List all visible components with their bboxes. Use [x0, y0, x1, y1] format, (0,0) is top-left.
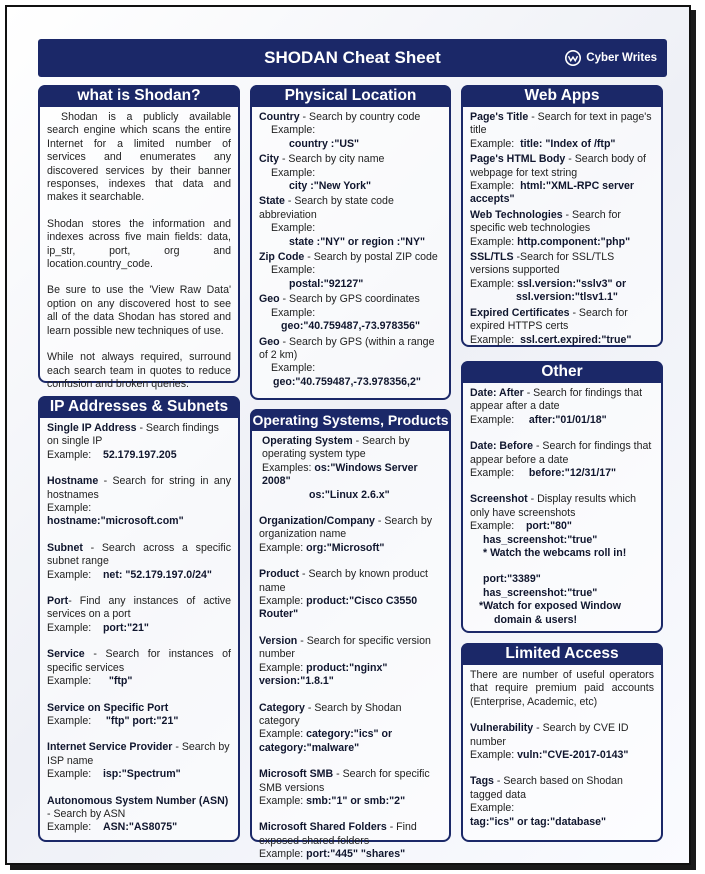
- card-limited-access: [461, 643, 663, 842]
- operator-name: Expired Certificates: [470, 306, 570, 319]
- example-value: state :"NY" or region :"NY": [289, 235, 426, 248]
- operator-description: - Search for text in page's title: [470, 111, 652, 137]
- brand-name: Cyber Writes: [586, 52, 657, 64]
- list-item: [259, 702, 442, 756]
- operator-name: Screenshot: [470, 493, 528, 506]
- list-item: [259, 821, 442, 861]
- example-value: os:"Linux 2.6.x": [309, 488, 390, 501]
- list-item: [470, 153, 654, 207]
- example-value: has_screenshot:"true": [483, 533, 598, 546]
- example-label: Example:: [470, 235, 515, 248]
- operator-description: - Search for expired HTTPS certs: [470, 306, 628, 333]
- example-value: net: "52.179.197.0/24": [102, 568, 212, 581]
- operator-description: -Search for SSL/TLS versions supported: [470, 251, 615, 277]
- paragraph: Shodan stores the information and indexes across five main fields: data, ip_str, port, org and location.country_code.: [47, 217, 231, 271]
- example-label: Example:: [47, 568, 92, 581]
- example-label: Examples:: [262, 461, 312, 474]
- card-body: [470, 387, 654, 627]
- operator-description: - Search for string in any hostnames: [47, 475, 231, 501]
- operator-name: Vulnerability: [470, 722, 534, 735]
- card-body: [259, 435, 442, 861]
- operator-name: Date: After: [470, 387, 524, 399]
- example-label: Example:: [47, 448, 92, 461]
- operator-name: Single IP Address: [47, 422, 137, 434]
- list-item: [470, 251, 654, 305]
- operator-name: Port: [47, 595, 69, 608]
- list-item: [47, 422, 231, 462]
- list-item: [47, 795, 231, 835]
- example-value: ssl.cert.expired:"true": [520, 333, 632, 346]
- title-banner: [38, 39, 667, 77]
- example-label: Example:: [271, 362, 316, 375]
- card-body: [470, 669, 654, 836]
- list-item: [47, 648, 231, 688]
- list-item: [259, 293, 442, 333]
- brand-logo: [564, 49, 657, 67]
- example-value: "ftp": [108, 675, 133, 688]
- list-item: [259, 768, 442, 808]
- example-value: ssl.version:"sslv3" or: [517, 277, 627, 290]
- list-item: [47, 702, 231, 729]
- example-value: has_screenshot:"true": [483, 586, 598, 599]
- list-item: [470, 722, 654, 762]
- example-value: ASN:"AS8075": [102, 821, 178, 834]
- card-physical-location: [250, 85, 451, 400]
- operator-name: Zip Code: [259, 251, 305, 264]
- example-label: Example:: [271, 124, 316, 137]
- operator-name: Microsoft SMB: [259, 768, 334, 781]
- example-value: geo:"40.759487,-73.978356": [281, 320, 421, 333]
- example-note: domain & users!: [494, 613, 578, 626]
- example-value: org:"Microsoft": [306, 541, 385, 554]
- card-web-apps: [461, 85, 663, 347]
- operator-description: - Search by Shodan category: [259, 701, 402, 727]
- paragraph: There are number of useful operators that require premium paid accounts (Enterprise, Academic, etc): [470, 669, 654, 708]
- list-item: [259, 336, 442, 390]
- example-label: Example:: [470, 137, 515, 150]
- operator-name: Autonomous System Number (ASN): [47, 794, 229, 807]
- example-value: ssl.version:"tlsv1.1": [516, 291, 618, 304]
- operator-name: Hostname: [47, 475, 99, 488]
- operator-name: SSL/TLS: [470, 251, 514, 264]
- operator-name: Version: [259, 634, 298, 647]
- operator-description: - Search by CVE ID number: [470, 722, 629, 748]
- card-heading: Web Apps: [461, 85, 663, 107]
- example-value: city :"New York": [289, 180, 372, 193]
- example-label: Example:: [259, 794, 304, 807]
- operator-name: Service: [47, 648, 85, 661]
- example-value: title: "Index of /ftp": [520, 137, 616, 150]
- example-label: Example:: [47, 502, 92, 515]
- list-item: [470, 307, 654, 347]
- operator-description: - Search across a specific subnet range: [47, 541, 231, 568]
- card-operating-systems: [250, 409, 451, 861]
- paragraph: While not always required, surround each search team in quotes to reduce confusion and broken queries.: [47, 351, 231, 390]
- example-value: product:"nginx" version:"1.8.1": [259, 661, 388, 688]
- example-label: Example:: [470, 749, 515, 762]
- example-label: Example:: [259, 728, 304, 741]
- list-item: [259, 111, 442, 151]
- example-label: Example:: [470, 277, 515, 290]
- operator-name: Organization/Company: [259, 515, 375, 528]
- list-item: [259, 435, 442, 502]
- example-value: smb:"1" or smb:"2": [306, 794, 406, 807]
- operator-name: Microsoft Shared Folders: [259, 821, 387, 834]
- example-value: postal:"92127": [289, 277, 364, 290]
- operator-description: - Search by city name: [279, 153, 385, 166]
- operator-description: - Display results which only have screenshots: [470, 493, 637, 519]
- example-label: Example:: [470, 333, 515, 346]
- example-value: geo:"40.759487,-73.978356,2": [273, 375, 421, 388]
- operator-name: Service on Specific Port: [47, 701, 169, 714]
- card-body: [47, 111, 231, 390]
- card-heading: Operating Systems, Products: [250, 409, 451, 431]
- operator-name: Country: [259, 111, 300, 123]
- operator-name: Page's HTML Body: [470, 153, 566, 166]
- operator-name: Page's Title: [470, 111, 529, 123]
- operator-name: Geo: [259, 293, 280, 306]
- example-note: * Watch the webcams roll in!: [483, 547, 627, 560]
- card-body: [259, 111, 442, 394]
- example-value: tag:"ics" or tag:"database": [470, 815, 607, 828]
- operator-description: - Find exposed shared folders: [259, 821, 417, 847]
- list-item: [470, 387, 654, 427]
- example-value: hostname:"microsoft.com": [47, 515, 184, 528]
- card-heading: IP Addresses & Subnets: [38, 396, 240, 418]
- example-label: Example:: [47, 714, 92, 727]
- card-body: [470, 111, 654, 346]
- operator-name: City: [259, 153, 280, 166]
- card-heading: Other: [461, 361, 663, 383]
- example-label: Example:: [47, 621, 92, 634]
- operator-description: - Search by GPS coordinates: [279, 293, 420, 306]
- example-label: Example:: [259, 848, 304, 861]
- list-item: [47, 542, 231, 582]
- list-item: [470, 440, 654, 480]
- operator-description: - Search for instances of specific services: [47, 648, 231, 674]
- operator-description: - Search findings on single IP: [47, 422, 219, 448]
- example-label: Example:: [470, 802, 515, 815]
- list-item: [259, 153, 442, 193]
- example-label: Example:: [470, 180, 515, 193]
- operator-description: - Search for specific SMB versions: [259, 768, 430, 794]
- example-value: port:"21": [102, 621, 149, 634]
- example-label: Example:: [47, 768, 92, 781]
- card-heading: Physical Location: [250, 85, 451, 107]
- operator-description: - Search by operating system type: [262, 435, 410, 461]
- example-label: Example:: [259, 661, 304, 674]
- example-value: http.component:"php": [517, 235, 631, 248]
- card-other: [461, 361, 663, 633]
- example-label: Example:: [470, 520, 515, 533]
- list-item: [259, 635, 442, 689]
- operator-description: - Search by organization name: [259, 515, 433, 541]
- list-item: [259, 568, 442, 622]
- list-item: [259, 195, 442, 249]
- example-value: 52.179.197.205: [102, 448, 177, 461]
- example-label: Example:: [271, 166, 316, 179]
- operator-name: Operating System: [262, 435, 353, 447]
- example-value: before:"12/31/17": [528, 467, 617, 480]
- operator-name: State: [259, 195, 285, 208]
- example-label: Example:: [47, 821, 92, 834]
- card-heading: Limited Access: [461, 643, 663, 665]
- example-value: os:"Windows Server 2008": [262, 461, 418, 488]
- operator-description: - Search by ASN: [47, 807, 126, 820]
- cyber-writes-logo-icon: [564, 49, 582, 67]
- list-item: [47, 741, 231, 781]
- list-item: [470, 573, 654, 627]
- list-item: [470, 775, 654, 829]
- example-label: Example:: [470, 413, 515, 426]
- list-item: [470, 209, 654, 249]
- card-ip-addresses: [38, 396, 240, 842]
- operator-description: - Search for findings that appear before a date: [470, 440, 652, 466]
- operator-description: - Search body of webpage for text string: [470, 153, 647, 179]
- operator-description: - Search by postal ZIP code: [304, 251, 438, 264]
- example-label: Example:: [259, 541, 304, 554]
- example-value: after:"01/01/18": [528, 413, 607, 426]
- page-title: SHODAN Cheat Sheet: [264, 48, 441, 67]
- example-label: Example:: [470, 467, 515, 480]
- operator-description: - Search for findings that appear after a date: [470, 387, 643, 413]
- operator-description: - Search by ISP name: [47, 741, 230, 767]
- operator-name: Subnet: [47, 541, 83, 554]
- operator-name: Internet Service Provider: [47, 741, 173, 754]
- example-value: category:"ics" or category:"malware": [259, 728, 393, 754]
- example-label: Example:: [271, 222, 316, 235]
- example-label: Example:: [47, 675, 92, 688]
- card-what-is-shodan: [38, 85, 240, 390]
- list-item: [470, 111, 654, 151]
- example-value: port:"445" "shares": [306, 848, 406, 861]
- operator-name: Product: [259, 568, 300, 581]
- operator-description: - Search by country code: [299, 111, 421, 123]
- operator-description: - Find any instances of active services on a port: [47, 595, 231, 621]
- list-item: [47, 595, 231, 635]
- example-value: port:"3389": [483, 573, 541, 586]
- example-value: port:"80": [525, 520, 572, 533]
- list-item: [259, 515, 442, 555]
- list-item: [259, 251, 442, 291]
- paragraph: Be sure to use the 'View Raw Data' option on any discovered host to see all of the data Shodan has stored and learn possible new techniques of use.: [47, 284, 231, 337]
- operator-description: - Search based on Shodan tagged data: [470, 775, 623, 801]
- operator-description: - Search for specific web technologies: [470, 208, 621, 235]
- list-item: [47, 475, 231, 529]
- example-value: html:"XML-RPC server accepts": [470, 180, 634, 206]
- operator-name: Web Technologies: [470, 208, 563, 221]
- operator-description: - Search by known product name: [259, 568, 428, 594]
- operator-name: Category: [259, 701, 305, 714]
- operator-description: - Search for specific version number: [259, 634, 431, 661]
- example-label: Example:: [271, 264, 316, 277]
- operator-description: - Search by state code abbreviation: [259, 195, 394, 221]
- example-value: country :"US": [289, 137, 360, 150]
- example-value: product:"Cisco C3550 Router": [259, 595, 418, 621]
- paragraph: Shodan is a publicly available search engine which scans the entire Internet for a limited number of services and enumerates any discovered services by their banner responses, indexes that data and makes it searchable.: [47, 111, 231, 204]
- example-value: vuln:"CVE-2017-0143": [517, 749, 629, 762]
- operator-name: Tags: [470, 775, 494, 788]
- example-label: Example:: [271, 306, 316, 319]
- example-label: Example:: [259, 595, 304, 608]
- card-heading: what is Shodan?: [38, 85, 240, 107]
- example-value: "ftp" port:"21": [105, 714, 179, 727]
- list-item: [470, 493, 654, 560]
- card-body: [47, 422, 231, 836]
- example-note: *Watch for exposed Window: [479, 600, 621, 613]
- operator-name: Date: Before: [470, 440, 533, 453]
- example-value: isp:"Spectrum": [102, 768, 181, 781]
- operator-description: - Search by GPS (within a range of 2 km): [259, 335, 435, 361]
- operator-name: Geo: [259, 335, 280, 348]
- cheat-sheet-page: [5, 5, 691, 865]
